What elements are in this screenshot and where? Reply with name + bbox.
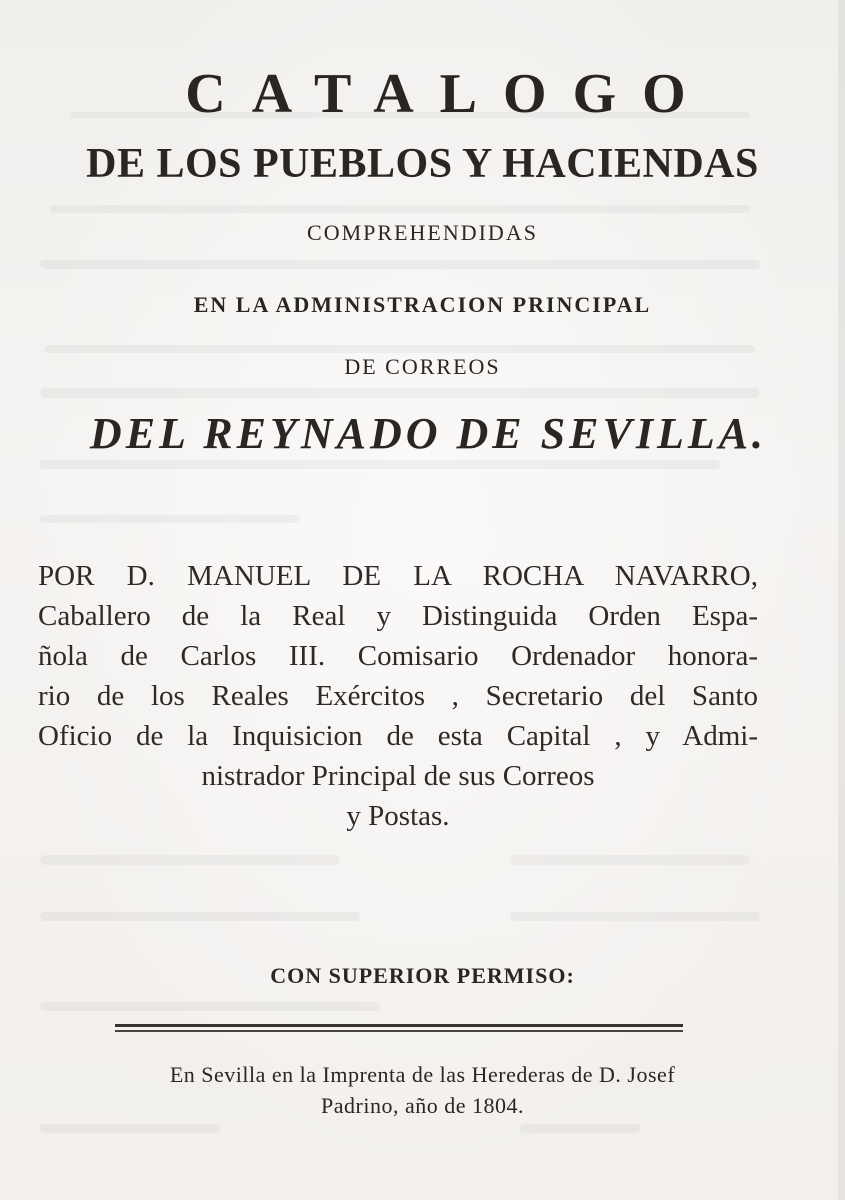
imprint-line-1: En Sevilla en la Imprenta de las Herederas de D. Josef: [169, 1062, 676, 1087]
author-line: POR D. MANUEL DE LA ROCHA NAVARRO,: [38, 560, 758, 592]
author-line: ñola de Carlos III. Comisario Ordenador honora-: [38, 640, 758, 672]
reynado-line: DEL REYNADO DE SEVILLA.: [89, 409, 768, 458]
correos-line: DE CORREOS: [344, 354, 501, 379]
author-line: nistrador Principal de sus Correos: [201, 760, 595, 792]
catalog-subtitle: DE LOS PUEBLOS Y HACIENDAS: [86, 141, 759, 187]
double-rule-divider: [115, 1024, 683, 1033]
permission-line: CON SUPERIOR PERMISO:: [270, 963, 575, 988]
author-line: y Postas.: [346, 800, 450, 832]
comprehendidas-line: COMPREHENDIDAS: [307, 220, 538, 245]
catalog-title: CATALOGO: [185, 63, 712, 125]
author-line: rio de los Reales Exércitos , Secretario del Santo: [38, 680, 758, 712]
imprint-line-2: Padrino, año de 1804.: [321, 1093, 524, 1118]
author-line: Caballero de la Real y Distinguida Orden Espa-: [38, 600, 758, 632]
author-line: Oficio de la Inquisicion de esta Capital , y Admi-: [38, 720, 758, 752]
administracion-line: EN LA ADMINISTRACION PRINCIPAL: [193, 292, 652, 317]
author-block: [38, 556, 758, 836]
